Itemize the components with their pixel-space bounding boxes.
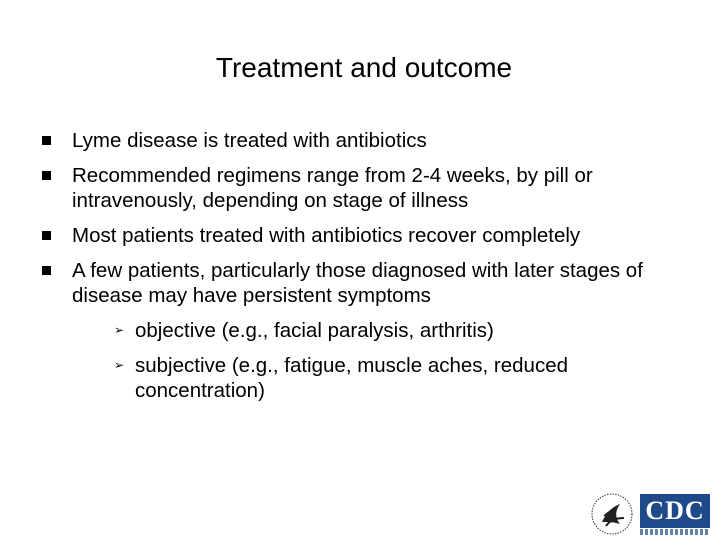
arrow-bullet-icon: ➢ [114, 358, 125, 372]
bullet-item [40, 128, 690, 153]
bullet-text: Lyme disease is treated with antibiotics [72, 129, 427, 152]
square-bullet-icon [42, 171, 51, 180]
sub-bullet-list [40, 318, 690, 403]
sub-bullet-item [40, 353, 690, 403]
square-bullet-icon [42, 231, 51, 240]
bullet-text: Recommended regimens range from 2-4 weeks, by pill or intravenously, depending on stage of illness [72, 164, 593, 212]
footer-logos [590, 492, 720, 538]
hhs-seal-icon [590, 492, 634, 536]
slide-title: Treatment and outcome [215, 52, 513, 83]
arrow-bullet-icon: ➢ [114, 323, 125, 337]
bullet-text: Most patients treated with antibiotics recover completely [72, 224, 581, 247]
bullet-item [40, 258, 690, 308]
cdc-logo-text: CDC [640, 494, 710, 528]
cdc-logo [640, 494, 710, 536]
sub-bullet-text: objective (e.g., facial paralysis, arthritis) [135, 319, 494, 342]
bullet-text: A few patients, particularly those diagnosed with later stages of disease may have persistent symptoms [72, 259, 643, 307]
square-bullet-icon [42, 136, 51, 145]
cdc-tagline-graphic [640, 529, 710, 535]
bullet-item [40, 223, 690, 248]
bullet-list [40, 128, 690, 413]
sub-bullet-item [40, 318, 690, 343]
bullet-item [40, 163, 690, 213]
square-bullet-icon [42, 266, 51, 275]
sub-bullet-text: subjective (e.g., fatigue, muscle aches, reduced concentration) [135, 354, 569, 402]
